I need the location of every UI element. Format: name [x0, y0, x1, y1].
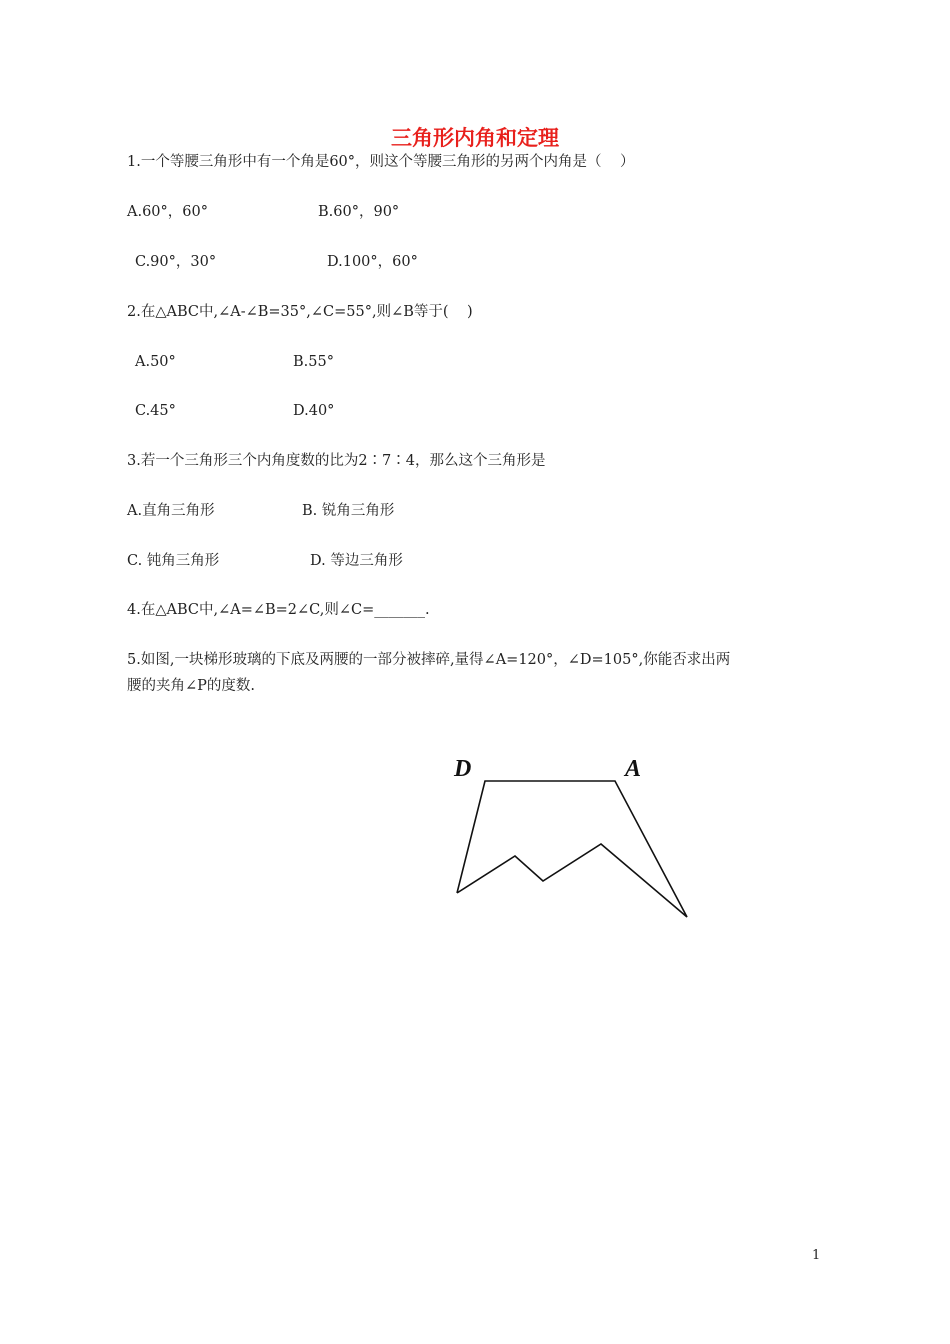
vertex-label-d: D [454, 756, 472, 782]
question-2-option-d: D.40° [293, 403, 335, 419]
question-1-option-d: D.100°，60° [327, 254, 418, 270]
vertex-label-a: A [625, 756, 642, 782]
page-title: 三角形内角和定理 [391, 126, 559, 150]
question-1-option-c: C.90°，30° [135, 254, 217, 270]
page-number: 1 [812, 1248, 821, 1263]
question-2-stem: 2.在△ABC中,∠A-∠B=35°,∠C=55°,则∠B等于( ) [127, 304, 473, 320]
question-3-stem: 3.若一个三角形三个内角度数的比为2∶7∶4，那么这个三角形是 [127, 453, 546, 469]
question-2-option-a: A.50° [135, 354, 176, 370]
question-5-stem-line-1: 5.如图,一块梯形玻璃的下底及两腰的一部分被摔碎,量得∠A=120°，∠D=105°,你能否求出两 [127, 652, 731, 668]
question-5-stem-line-2: 腰的夹角∠P的度数. [127, 678, 256, 694]
broken-trapezoid-figure [440, 748, 700, 933]
question-1-stem: 1.一个等腰三角形中有一个角是60°，则这个等腰三角形的另两个内角是（ ） [127, 154, 635, 170]
question-1-option-a: A.60°，60° [127, 204, 208, 220]
question-3-option-b: B. 锐角三角形 [302, 503, 395, 519]
question-1-option-b: B.60°，90° [318, 204, 400, 220]
question-3-option-d: D. 等边三角形 [310, 553, 403, 569]
question-4-stem: 4.在△ABC中,∠A=∠B=2∠C,则∠C=_______. [127, 602, 430, 618]
question-3-option-a: A.直角三角形 [127, 503, 215, 519]
question-2-option-c: C.45° [135, 403, 176, 419]
glass-outline [457, 781, 687, 917]
question-3-option-c: C. 钝角三角形 [127, 553, 220, 569]
question-2-option-b: B.55° [293, 354, 334, 370]
